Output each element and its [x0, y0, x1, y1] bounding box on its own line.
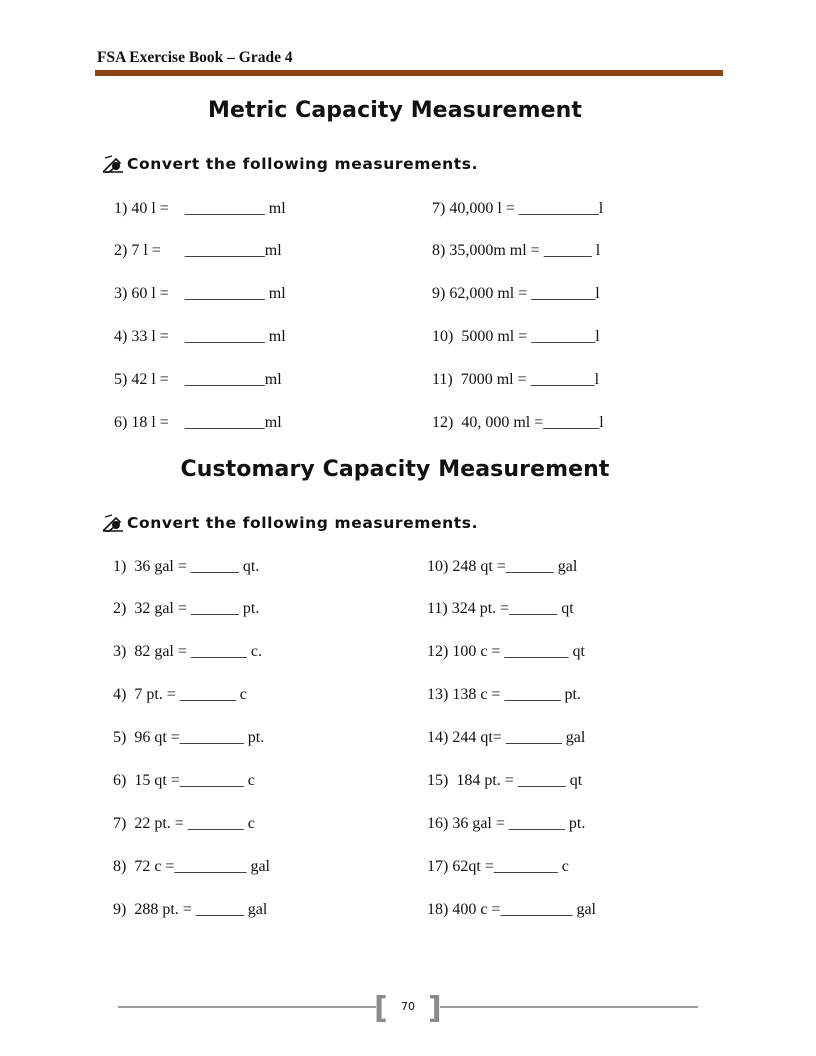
customary-problem-15: 15) 184 pt. = ______ qt: [427, 772, 583, 789]
page-number: 70: [401, 1000, 415, 1013]
footer-bracket-right: ]: [428, 991, 442, 1026]
customary-problem-3: 3) 82 gal = _______ c.: [113, 643, 262, 660]
customary-problem-16: 16) 36 gal = _______ pt.: [427, 815, 586, 832]
customary-problem-10: 10) 248 qt =______ gal: [427, 558, 578, 575]
customary-instruction-text: Convert the following measurements.: [127, 514, 479, 532]
metric-instruction: [102, 155, 478, 173]
customary-problem-12: 12) 100 c = ________ qt: [427, 643, 585, 660]
metric-problem-11: 11) 7000 ml = ________l: [432, 371, 600, 388]
metric-problem-3: 3) 60 l = __________ ml: [114, 285, 286, 302]
metric-instruction-text: Convert the following measurements.: [127, 155, 479, 173]
customary-problem-13: 13) 138 c = _______ pt.: [427, 686, 581, 703]
metric-problem-9: 9) 62,000 ml = ________l: [432, 285, 600, 302]
customary-problem-14: 14) 244 qt= _______ gal: [427, 729, 586, 746]
metric-problem-12: 12) 40, 000 ml =_______l: [432, 414, 604, 431]
header-title: FSA Exercise Book – Grade 4: [97, 49, 293, 66]
customary-problem-6: 6) 15 qt =________ c: [113, 772, 255, 789]
customary-section-title: Customary Capacity Measurement: [180, 457, 610, 482]
pencil-eraser-icon: [102, 155, 124, 173]
metric-problem-10: 10) 5000 ml = ________l: [432, 328, 600, 345]
pencil-eraser-icon: [102, 514, 124, 532]
metric-problem-6: 6) 18 l = __________ml: [114, 414, 282, 431]
customary-problem-2: 2) 32 gal = ______ pt.: [113, 600, 260, 617]
metric-problem-1: 1) 40 l = __________ ml: [114, 200, 286, 217]
footer-bracket-left: [: [374, 991, 388, 1026]
customary-problem-7: 7) 22 pt. = _______ c: [113, 815, 255, 832]
customary-problem-11: 11) 324 pt. =______ qt: [427, 600, 574, 617]
customary-problem-1: 1) 36 gal = ______ qt.: [113, 558, 260, 575]
metric-problem-7: 7) 40,000 l = __________l: [432, 200, 604, 217]
metric-problem-5: 5) 42 l = __________ml: [114, 371, 282, 388]
customary-problem-4: 4) 7 pt. = _______ c: [113, 686, 247, 703]
customary-problem-18: 18) 400 c =_________ gal: [427, 901, 596, 918]
footer-rule-left: [118, 1006, 376, 1008]
customary-problem-5: 5) 96 qt =________ pt.: [113, 729, 265, 746]
metric-section-title: Metric Capacity Measurement: [207, 98, 582, 123]
customary-instruction: [102, 514, 478, 532]
customary-problem-9: 9) 288 pt. = ______ gal: [113, 901, 268, 918]
footer-rule-right: [440, 1006, 698, 1008]
metric-problem-2: 2) 7 l = __________ml: [114, 242, 282, 259]
header-rule: [95, 70, 723, 76]
metric-problem-4: 4) 33 l = __________ ml: [114, 328, 286, 345]
customary-problem-8: 8) 72 c =_________ gal: [113, 858, 270, 875]
customary-problem-17: 17) 62qt =________ c: [427, 858, 569, 875]
metric-problem-8: 8) 35,000m ml = ______ l: [432, 242, 601, 259]
